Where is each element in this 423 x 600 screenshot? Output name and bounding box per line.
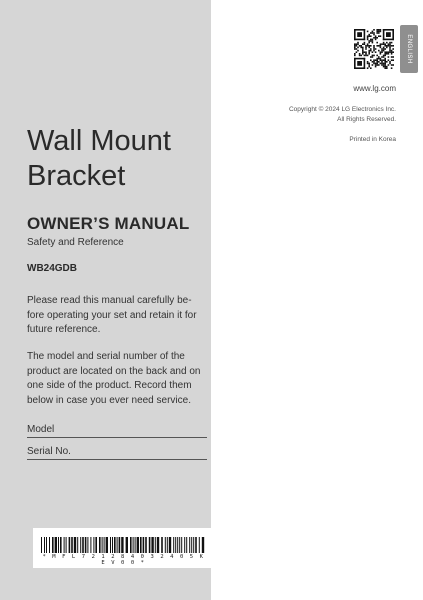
serial-number-field-label: Serial No. — [27, 446, 71, 457]
manual-subtitle: Safety and Reference — [27, 237, 124, 248]
copyright-line-2: All Rights Reserved. — [337, 115, 396, 123]
barcode-image — [41, 537, 206, 553]
website-url: www.lg.com — [353, 84, 396, 93]
barcode-number: * M F L 7 2 1 2 8 4 0 3 2 4 0 5 K E V 0 0 * — [42, 554, 205, 566]
instruction-paragraph-2: The model and serial number of the product are located on the back and on one side of the product. Record them below in case you ever need service. — [27, 351, 201, 406]
language-tab — [400, 25, 418, 73]
copyright-notice — [236, 105, 396, 124]
document-title — [27, 124, 207, 194]
instruction-paragraph-1: Please read this manual carefully be-fore operating your set and retain it for future reference. — [27, 295, 197, 335]
barcode-label — [33, 528, 211, 568]
model-field-label: Model — [27, 424, 55, 435]
model-field — [27, 424, 207, 438]
copyright-line-1: Copyright © 2024 LG Electronics Inc. — [288, 106, 396, 113]
manual-title: OWNER’S MANUAL — [27, 214, 190, 233]
language-tab-label: ENGLISH — [406, 34, 412, 64]
model-code: WB24GDB — [27, 263, 78, 274]
printed-in-label: Printed in Korea — [349, 136, 396, 143]
document-title-line2: Bracket — [27, 160, 126, 192]
serial-number-field — [27, 446, 207, 460]
document-title-line1: Wall Mount — [27, 125, 171, 157]
qr-code-icon — [354, 29, 394, 69]
